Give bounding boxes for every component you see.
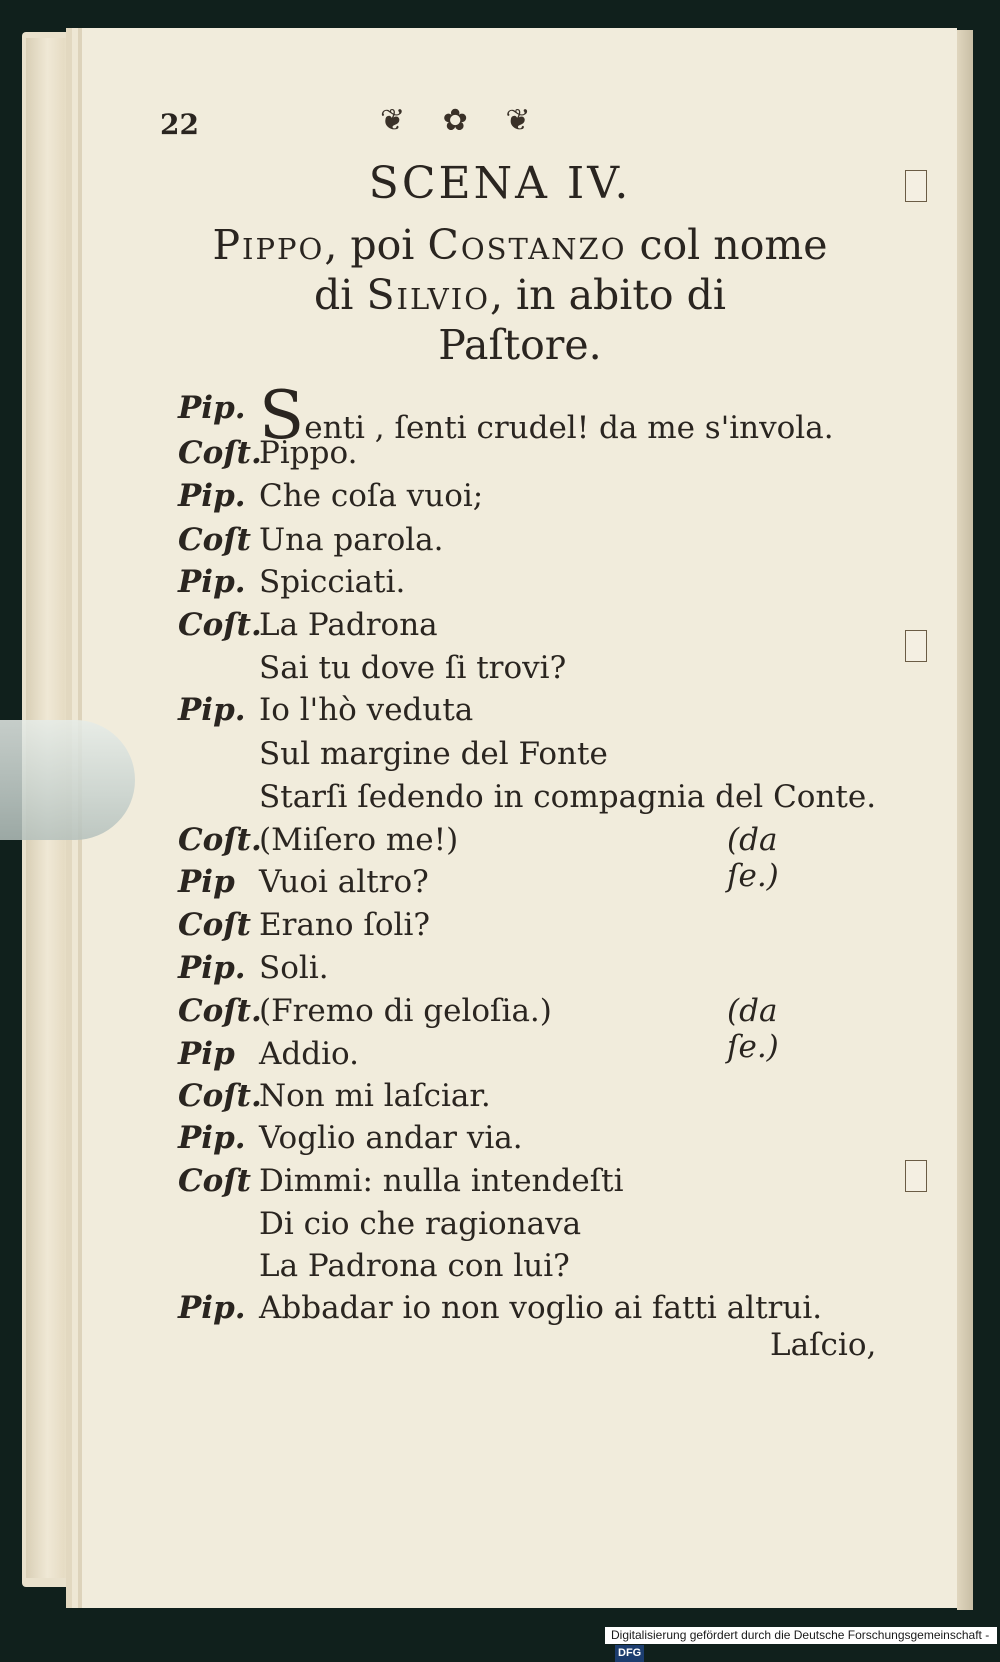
dialogue-text: La Padrona con lui? xyxy=(259,1248,570,1284)
speaker-label: Coſt. xyxy=(178,607,262,643)
binding-tab xyxy=(905,630,927,662)
dialogue-text: Erano ſoli? xyxy=(259,907,430,943)
dialogue-text: Che coſa vuoi; xyxy=(259,478,484,514)
dialogue-text: Pippo. xyxy=(259,435,358,471)
page-number: 22 xyxy=(160,108,199,141)
char-text: Paſtore. xyxy=(438,321,602,369)
dialogue-text: Spicciati. xyxy=(259,564,406,600)
dialogue-text: Dimmi: nulla intendeſti xyxy=(259,1163,624,1199)
binding-tab xyxy=(905,1160,927,1192)
dialogue-text: Starſi ſedendo in compagnia del Conte. xyxy=(259,779,877,815)
dialogue-text: La Padrona xyxy=(259,607,438,643)
speaker-label: Pip. xyxy=(178,478,246,514)
speaker-label: Coſt xyxy=(178,522,252,558)
scene-title: SCENA IV. xyxy=(368,158,632,209)
catchword: Laſcio, xyxy=(770,1327,877,1363)
char-text: col nome xyxy=(626,221,828,269)
char-text: , poi xyxy=(324,221,428,269)
speaker-label: Coſt. xyxy=(178,1078,262,1114)
drop-cap: S xyxy=(259,377,305,454)
page-edges-right xyxy=(957,30,973,1610)
speaker-label: Pip. xyxy=(178,1290,246,1326)
dialogue-text: Soli. xyxy=(259,950,329,986)
characters-heading xyxy=(150,220,890,370)
speaker-label: Pip. xyxy=(178,1120,246,1156)
char-text: , in abito di xyxy=(489,271,726,319)
dialogue-text: Io l'hò veduta xyxy=(259,692,474,728)
footer-text: Digitalisierung gefördert durch die Deutsche Forschungsgemeinschaft - xyxy=(611,1628,990,1642)
speaker-label: Pip xyxy=(178,1036,235,1072)
speaker-label: Coſt xyxy=(178,1163,252,1199)
dialogue-text-rest: enti , ſenti crudel! da me s'involа. xyxy=(304,410,834,446)
char-text: di xyxy=(314,271,367,319)
speaker-label: Coſt xyxy=(178,907,252,943)
char-name: Silvio xyxy=(366,271,490,319)
speaker-label: Pip. xyxy=(178,692,246,728)
stage-direction: (da ſe.) xyxy=(727,822,779,894)
speaker-label: Pip. xyxy=(178,950,246,986)
speaker-label: Coſt. xyxy=(178,993,262,1029)
stage-direction: (da ſe.) xyxy=(727,993,779,1065)
dialogue-text: Vuoi altro? xyxy=(259,864,429,900)
dialogue-text: Sul margine del Fonte xyxy=(259,736,608,772)
speaker-label: Pip xyxy=(178,864,235,900)
dialogue-text: Voglio andar via. xyxy=(259,1120,523,1156)
dfg-logo: DFG xyxy=(615,1645,644,1662)
ornament-icon: ❦ ✿ ❦ xyxy=(380,103,545,138)
speaker-label: Pip. xyxy=(178,390,246,426)
speaker-label: Coſt. xyxy=(178,822,262,858)
dialogue-text: Abbadar io non voglio ai fatti altrui. xyxy=(259,1290,823,1326)
dialogue-text: Sai tu dove ſi trovi? xyxy=(259,650,567,686)
dialogue-text: Di cio che ragionava xyxy=(259,1206,582,1242)
speaker-label: Pip. xyxy=(178,564,246,600)
char-name: Pippo xyxy=(212,221,325,269)
dialogue-text: (Fremo di geloſia.) xyxy=(259,993,552,1029)
footer-credit xyxy=(605,1627,997,1659)
dialogue-text: Addio. xyxy=(259,1036,359,1072)
speaker-label: Coſt. xyxy=(178,435,262,471)
scanner-clip xyxy=(0,720,135,840)
dialogue-text: Non mi laſciar. xyxy=(259,1078,491,1114)
dialogue-text: Una parola. xyxy=(259,522,444,558)
dialogue-text: (Miſero me!) xyxy=(259,822,459,858)
char-name: Costanzo xyxy=(427,221,627,269)
